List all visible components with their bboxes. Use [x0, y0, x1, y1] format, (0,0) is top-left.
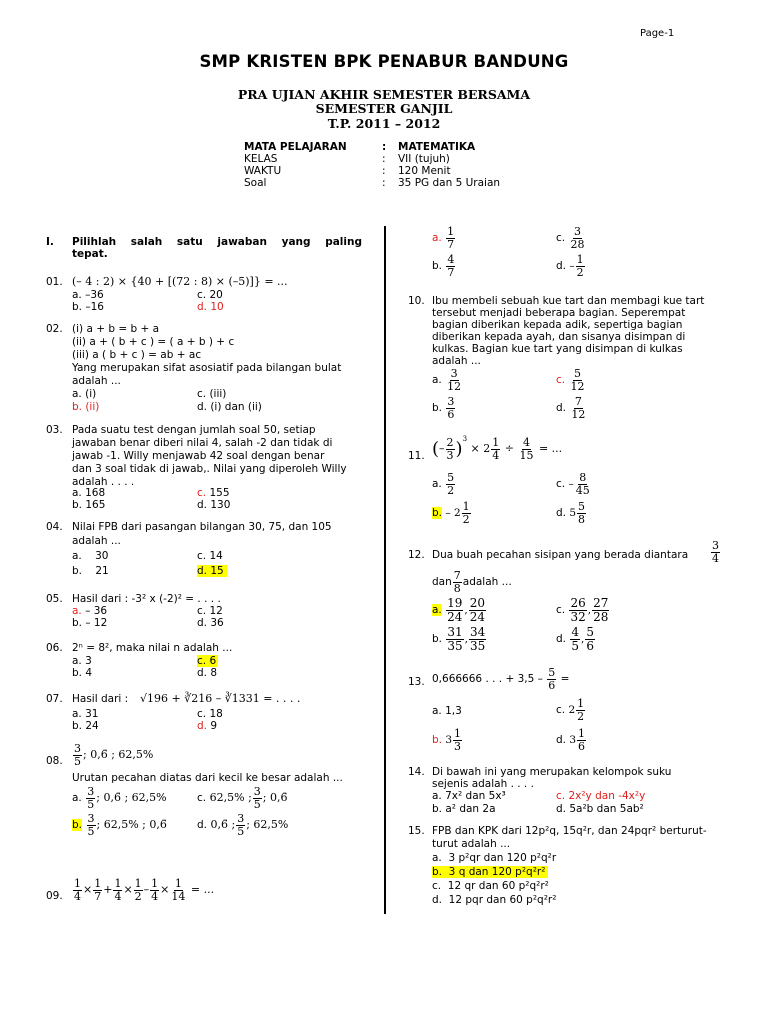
q02-line5: adalah ...: [72, 375, 121, 387]
q04-line2: adalah ...: [72, 535, 121, 547]
fraction: $\frac{5}{12}$: [570, 367, 585, 393]
q13-expression: 0,666666 . . . + 3,5 – $\frac{5}{6}$ =: [432, 666, 570, 692]
q10-option-d: d. $\frac{7}{12}$: [556, 395, 586, 421]
q07-option-c: c. 18: [197, 708, 223, 720]
fraction: $\frac{3}{5}$: [74, 742, 81, 768]
section-instruction-2: tepat.: [72, 248, 108, 260]
q10-option-a: a. $\frac{3}{12}$: [432, 367, 462, 393]
fraction: $\frac{5}{2}$: [447, 471, 455, 497]
q15-number: 15.: [408, 825, 425, 837]
q15-option-a: a. 3 p²qr dan 120 p²q²r: [432, 852, 557, 864]
q12-option-d: d. $\frac{4}{5}$ , $\frac{5}{6}$: [556, 625, 594, 653]
q12-line1: Dua buah pecahan sisipan yang berada diantara: [432, 549, 689, 561]
q02-line4: Yang merupakan sifat asosiatif pada bilangan bulat: [72, 362, 342, 374]
q02-number: 02.: [46, 323, 63, 335]
section-instruction: Pilihlah salah satu jawaban yang paling: [72, 236, 362, 248]
q02-option-d: d. (i) dan (ii): [197, 401, 262, 413]
q02-line3: (iii) a ( b + c ) = ab + ac: [72, 349, 202, 361]
q10-option-b: b. $\frac{3}{6}$: [432, 395, 455, 421]
q07-expression: √196 + ∛216 – ∛1331 = . . . .: [140, 692, 301, 705]
fraction: $\frac{5}{8}$: [578, 500, 586, 526]
q12-line2: dan $\frac{7}{8}$ adalah ...: [432, 569, 512, 595]
fraction: $\frac{1}{2}$: [576, 253, 584, 279]
q01-option-c: c. 20: [197, 289, 223, 301]
exam-semester: SEMESTER GANJIL: [315, 101, 453, 116]
q10-line1: Ibu membeli sebuah kue tart dan membagi kue tart: [432, 295, 705, 307]
q04-number: 04.: [46, 521, 63, 533]
q10-line2: tersebut menjadi beberapa bagian. Seperempat: [432, 307, 686, 319]
fraction: $\frac{3}{5}$: [237, 812, 245, 838]
q04-option-c: c. 14: [197, 550, 223, 562]
fraction: $\frac{3}{6}$: [447, 395, 455, 421]
q10-option-c: c. $\frac{5}{12}$: [556, 367, 585, 393]
q01-option-d: d. 10: [197, 301, 224, 313]
page-number: Page-1: [640, 28, 675, 39]
fraction: $\frac{3}{5}$: [87, 812, 95, 838]
q03-line2: jawaban benar diberi nilai 4, salah -2 dan tidak di: [72, 437, 333, 449]
q14-option-b: b. a² dan 2a: [432, 803, 496, 815]
q06-option-b: b. 4: [72, 667, 93, 679]
q15-line1: FPB dan KPK dari 12p²q, 15q²r, dan 24pqr² berturut-: [432, 825, 707, 837]
q06-number: 06.: [46, 642, 63, 654]
fraction: $\frac{7}{12}$: [571, 395, 586, 421]
q02-line1: (i) a + b = b + a: [72, 323, 160, 335]
fraction: $\frac{3}{5}$: [253, 785, 261, 811]
q03-line5: adalah . . . .: [72, 476, 135, 488]
q04-line1: Nilai FPB dari pasangan bilangan 30, 75, dan 105: [72, 521, 332, 533]
q05-option-c: c. 12: [197, 605, 223, 617]
fraction: $\frac{3}{5}$: [87, 785, 95, 811]
q06-option-c: c. 6: [197, 655, 217, 667]
q13-option-c: c. 2 $\frac{1}{2}$: [556, 697, 585, 723]
q03-option-a: a. 168: [72, 487, 106, 499]
q02-option-b: b. (ii): [72, 401, 100, 413]
q05-option-b: b. – 12: [72, 617, 108, 629]
q06-option-d: d. 8: [197, 667, 218, 679]
q05-option-d: d. 36: [197, 617, 224, 629]
fraction: $\frac{3}{28}$: [570, 225, 585, 251]
q09-option-b: b. $\frac{4}{7}$: [432, 253, 455, 279]
q15-option-d: d. 12 pqr dan 60 p²q²r²: [432, 894, 557, 906]
q14-number: 14.: [408, 766, 425, 778]
q10-number: 10.: [408, 295, 425, 307]
q08-option-a: a. $\frac{3}{5}$ ; 0,6̄ ; 62,5%: [72, 785, 167, 811]
q06-option-a: a. 3: [72, 655, 92, 667]
column-divider: [384, 226, 386, 914]
q11-option-d: d. 5 $\frac{5}{8}$: [556, 500, 586, 526]
q04-option-d: d. 15: [197, 565, 227, 577]
q02-line2: (ii) a + ( b + c ) = ( a + b ) + c: [72, 336, 235, 348]
q03-line3: jawab -1. Willy menjawab 42 soal dengan benar: [72, 450, 325, 462]
q08-option-b: b. $\frac{3}{5}$ ; 62,5% ; 0,6̄: [72, 812, 167, 838]
q07-line1: Hasil dari :: [72, 693, 129, 705]
q12-option-a: a. $\frac{19}{24}$ , $\frac{20}{24}$: [432, 596, 486, 624]
q11-expression: (– $\frac{2}{3}$ )$^3$ × 2 $\frac{1}{4}$ ÷ $\frac{4}{15}$ = ...: [432, 435, 563, 462]
q01-option-b: b. –16: [72, 301, 104, 313]
q13-option-a: a. 1,3: [432, 705, 462, 717]
fraction: $\frac{3}{12}$: [447, 367, 462, 393]
q01-expression: (– 4 : 2) × {40 + [(72 : 8) × (–5)]} = ...: [72, 275, 288, 288]
q15-option-c: c. 12 qr dan 60 p²q²r²: [432, 880, 549, 892]
q06-line1: 2ⁿ = 8², maka nilai n adalah ...: [72, 642, 233, 654]
school-name: SMP KRISTEN BPK PENABUR BANDUNG: [199, 52, 569, 71]
q04-option-a: a. 30: [72, 550, 109, 562]
q08-list: $\frac{3}{5}$ ; 0,6̄ ; 62,5%: [74, 742, 154, 768]
q14-option-c: c. 2x²y dan -4x²y: [556, 790, 646, 802]
q07-option-d: d. 9: [197, 720, 218, 732]
q05-option-a: a. – 36: [72, 605, 108, 617]
q01-number: 01.: [46, 276, 63, 288]
q10-line4: diberikan kepada ayah, dan sisanya disimpan di: [432, 331, 686, 343]
q03-line4: dan 3 soal tidak di jawab,. Nilai yang diperoleh Willy: [72, 463, 347, 475]
q10-line3: bagian diberikan kepada adik, sepertiga bagian: [432, 319, 683, 331]
q14-line2: sejenis adalah . . . .: [432, 778, 534, 790]
q09-option-c: c. $\frac{3}{28}$: [556, 225, 585, 251]
q07-option-a: a. 31: [72, 708, 99, 720]
q08-number: 08.: [46, 755, 63, 767]
q10-line5: kulkas. Bagian kue tart yang disimpan di kulkas: [432, 343, 683, 355]
q08-line2: Urutan pecahan diatas dari kecil ke besar adalah ...: [72, 772, 343, 784]
q10-line6: adalah ...: [432, 355, 481, 367]
q07-option-b: b. 24: [72, 720, 99, 732]
q04-option-b: b. 21: [72, 565, 109, 577]
q08-option-d: d. 0,6̄ ; $\frac{3}{5}$ ; 62,5%: [197, 812, 289, 838]
exam-year: T.P. 2011 – 2012: [327, 116, 441, 131]
q01-option-a: a. –36: [72, 289, 104, 301]
q12-option-c: c. $\frac{26}{32}$ , $\frac{27}{28}$: [556, 596, 609, 624]
q09-option-d: d. – $\frac{1}{2}$: [556, 253, 584, 279]
q13-option-b: b. 3 $\frac{1}{3}$: [432, 727, 462, 753]
q02-option-c: c. (iii): [197, 388, 227, 400]
q03-number: 03.: [46, 424, 63, 436]
fraction: $\frac{4}{7}$: [447, 253, 455, 279]
q13-option-d: d. 3 $\frac{1}{6}$: [556, 727, 586, 753]
section-number: I.: [46, 236, 54, 248]
q14-option-d: d. 5a²b dan 5ab²: [556, 803, 644, 815]
q12-fraction-3-4: $\frac{3}{4}$: [712, 539, 719, 565]
q05-line1: Hasil dari : -3² x (-2)² = . . . .: [72, 593, 221, 605]
q12-option-b: b. $\frac{31}{35}$ , $\frac{34}{35}$: [432, 625, 486, 653]
q09-option-a: a. $\frac{1}{7}$: [432, 225, 455, 251]
q03-line1: Pada suatu test dengan jumlah soal 50, setiap: [72, 424, 316, 436]
fraction: $\frac{8}{45}$: [575, 471, 590, 497]
q11-number: 11.: [408, 450, 425, 462]
q11-option-c: c. – $\frac{8}{45}$: [556, 471, 590, 497]
q15-option-b: b. 3 q dan 120 p²q²r²: [432, 866, 548, 878]
q03-option-c: c. 155: [197, 487, 230, 499]
q11-option-a: a. $\frac{5}{2}$: [432, 471, 455, 497]
q12-number: 12.: [408, 549, 425, 561]
q09-expression: $\frac{1}{4}$ × $\frac{1}{7}$ + $\frac{1}{4}$ × $\frac{1}{2}$ – $\frac{1}{4}$ × $\frac{1}{14}$ = ...: [74, 877, 215, 903]
q14-option-a: a. 7x² dan 5x³: [432, 790, 506, 802]
q13-number: 13.: [408, 676, 425, 688]
fraction: $\frac{1}{2}$: [462, 500, 470, 526]
q03-option-d: d. 130: [197, 499, 231, 511]
q07-number: 07.: [46, 693, 63, 705]
q03-option-b: b. 165: [72, 499, 106, 511]
fraction: $\frac{1}{7}$: [447, 225, 455, 251]
q15-line2: turut adalah ...: [432, 838, 511, 850]
q09-number: 09.: [46, 890, 63, 902]
q02-option-a: a. (i): [72, 388, 97, 400]
q08-option-c: c. 62,5% ; $\frac{3}{5}$ ; 0,6̄: [197, 785, 288, 811]
q14-line1: Di bawah ini yang merupakan kelompok suku: [432, 766, 672, 778]
exam-title: PRA UJIAN AKHIR SEMESTER BERSAMA: [237, 87, 531, 102]
q11-option-b: b. – 2 $\frac{1}{2}$: [432, 500, 470, 526]
q05-number: 05.: [46, 593, 63, 605]
